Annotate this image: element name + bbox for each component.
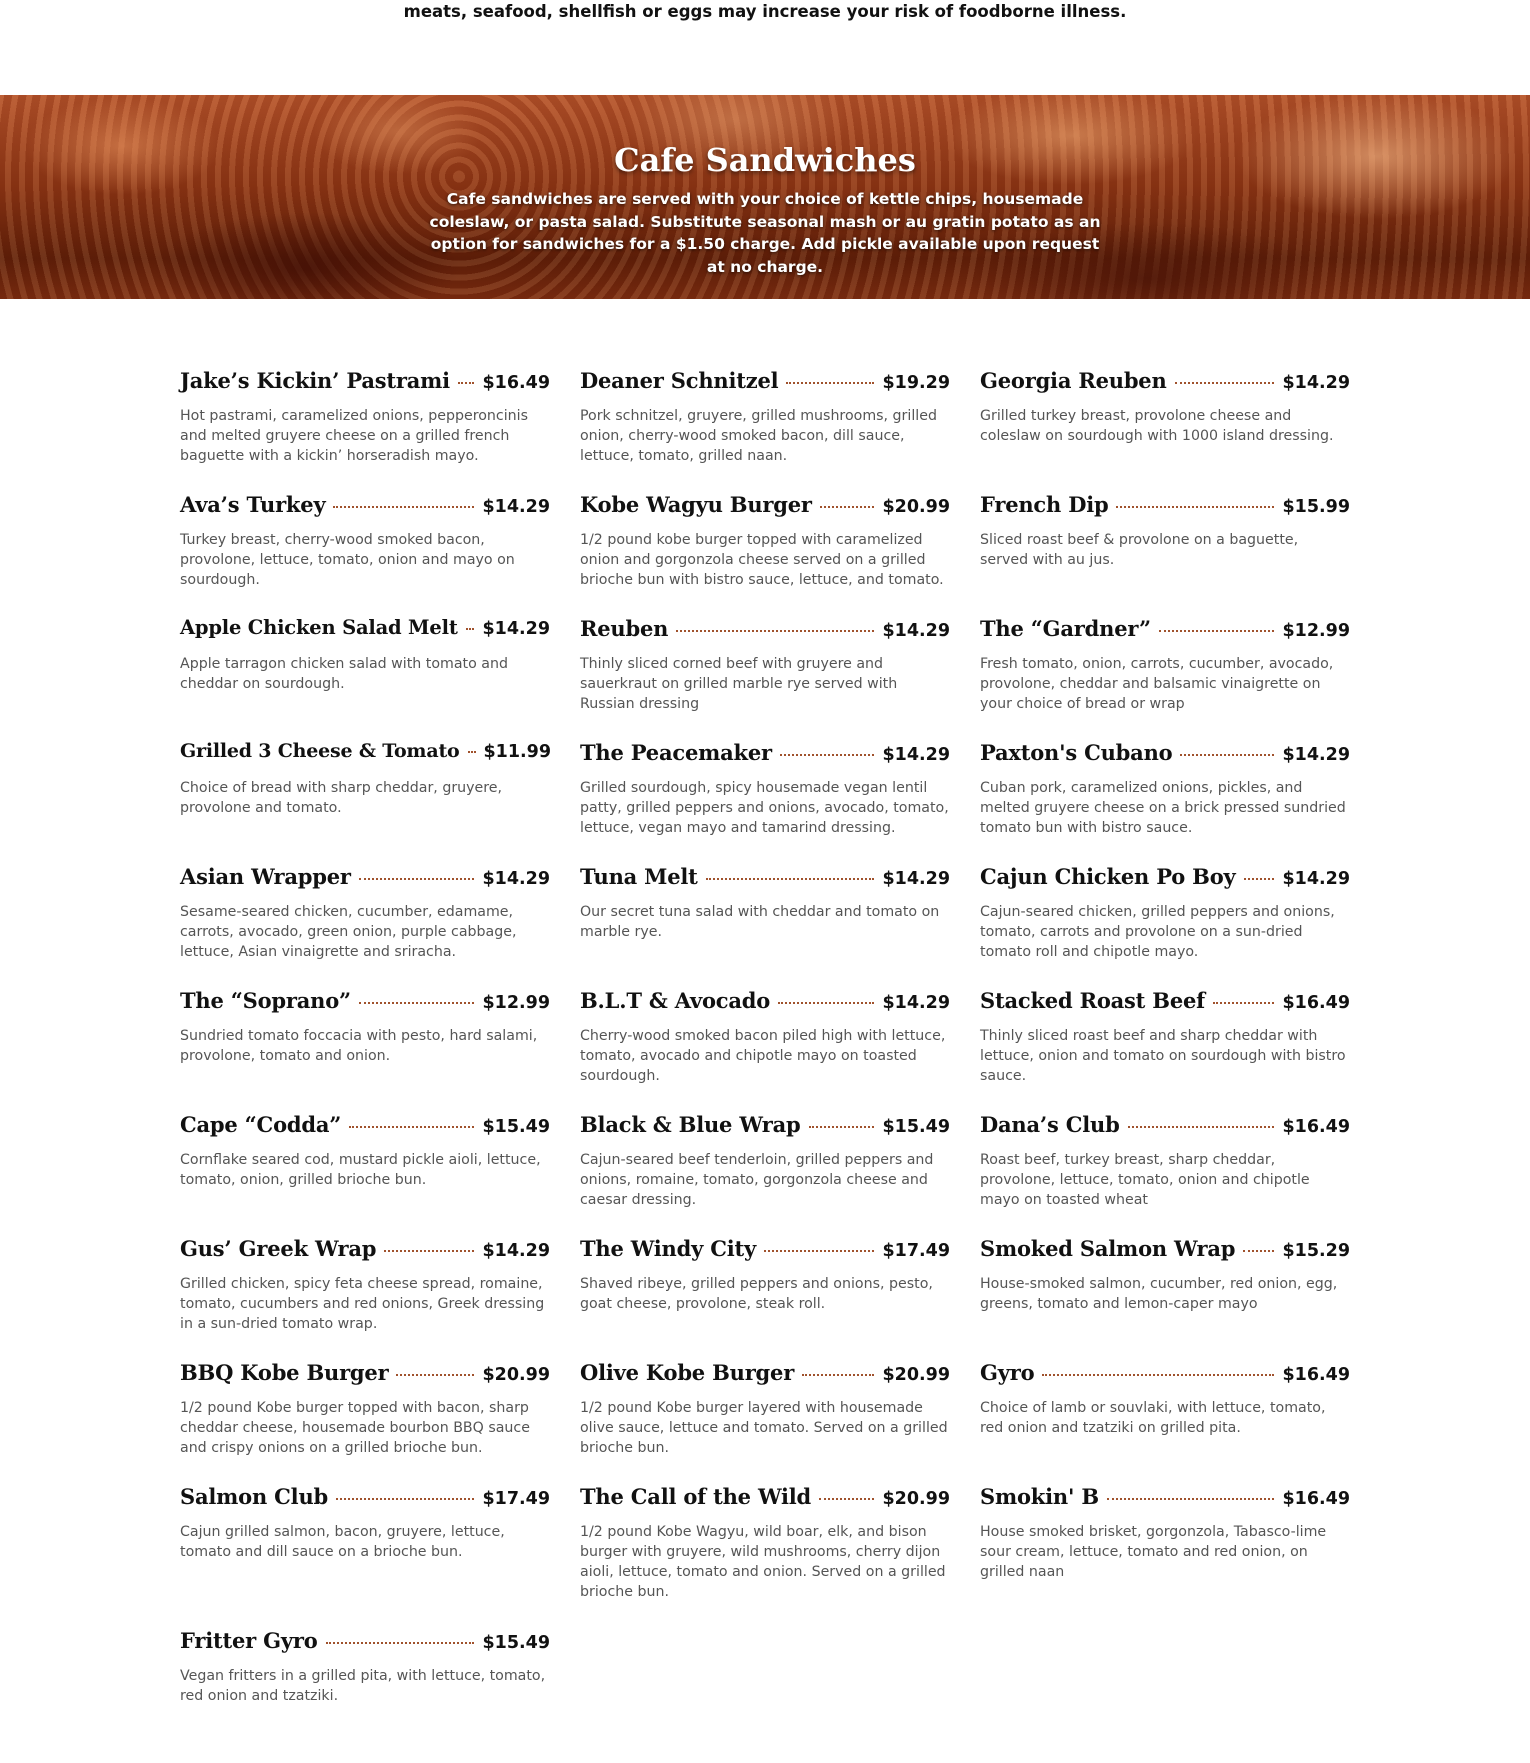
item-name: French Dip [980,492,1109,517]
item-price: $15.99 [1282,497,1350,517]
item-price: $14.29 [482,869,550,889]
item-name: The “Gardner” [980,616,1151,641]
item-description: Hot pastrami, caramelized onions, pepperoncinis and melted gruyere cheese on a grilled french baguette with a kickin’ horseradish mayo. [180,408,528,464]
item-price: $14.29 [882,869,950,889]
item-price: $15.49 [482,1633,550,1653]
item-price: $14.29 [482,619,550,639]
item-name: Jake’s Kickin’ Pastrami [180,368,450,393]
section-description: Cafe sandwiches are served with your choice of kettle chips, housemade coleslaw, or pasta salad. Substitute seasonal mash or au gratin potato as an option for sandwiches for a $1.50 charge. Add pickle available upon request at no charge. [429,190,1101,276]
item-name: BBQ Kobe Burger [180,1360,389,1385]
item-price: $14.29 [482,497,550,517]
menu-item [180,988,550,1112]
item-description: Vegan fritters in a grilled pita, with lettuce, tomato, red onion and tzatziki. [180,1668,546,1704]
dot-leader [1244,877,1275,880]
menu-item [180,1628,550,1732]
item-description: 1/2 pound Kobe burger topped with bacon, sharp cheddar cheese, housemade bourbon BBQ sauce and crispy onions on a grilled brioche bun. [180,1400,530,1456]
item-price: $15.49 [882,1117,950,1137]
item-price: $15.29 [1282,1241,1350,1261]
item-name: Paxton's Cubano [980,740,1173,765]
dot-leader [676,629,874,632]
item-description: Cuban pork, caramelized onions, pickles, and melted gruyere cheese on a brick pressed sundried tomato bun with bistro sauce. [980,780,1346,836]
item-price: $14.29 [882,745,950,765]
item-description: Thinly sliced roast beef and sharp cheddar with lettuce, onion and tomato on sourdough with bistro sauce. [980,1028,1346,1084]
menu-item [580,864,950,988]
menu-item [580,988,950,1112]
item-price: $20.99 [882,1489,950,1509]
item-name: The Windy City [580,1236,757,1261]
item-name: Cajun Chicken Po Boy [980,864,1236,889]
item-description: 1/2 pound kobe burger topped with caramelized onion and gorgonzola cheese served on a grilled brioche bun with bistro sauce, lettuce, and tomato. [580,532,944,588]
dot-leader [466,627,475,630]
dot-leader [458,381,475,384]
item-price: $16.49 [482,373,550,393]
item-description: Grilled turkey breast, provolone cheese and coleslaw on sourdough with 1000 island dressing. [980,408,1334,444]
menu-item [980,1236,1350,1360]
item-description: House smoked brisket, gorgonzola, Tabasco-lime sour cream, lettuce, tomato and red onion, on grilled naan [980,1524,1327,1580]
dot-leader [820,505,875,508]
item-price: $12.99 [1282,621,1350,641]
dot-leader [468,750,476,753]
item-name: Olive Kobe Burger [580,1360,795,1385]
item-name: The Call of the Wild [580,1484,811,1509]
menu-grid [180,368,1350,1732]
menu-item [980,492,1350,616]
dot-leader [819,1497,874,1500]
item-name: Smokin' B [980,1484,1099,1509]
item-price: $16.49 [1282,1365,1350,1385]
item-price: $14.29 [482,1241,550,1261]
item-price: $16.49 [1282,993,1350,1013]
dot-leader [778,1001,874,1004]
menu-item [580,1360,950,1484]
item-description: Fresh tomato, onion, carrots, cucumber, avocado, provolone, cheddar and balsamic vinaigrette on your choice of bread or wrap [980,656,1334,712]
menu-item [580,1112,950,1236]
menu-item [180,1360,550,1484]
item-name: Salmon Club [180,1484,328,1509]
item-description: Sundried tomato foccacia with pesto, hard salami, provolone, tomato and onion. [180,1028,538,1064]
item-price: $16.49 [1282,1117,1350,1137]
item-name: Smoked Salmon Wrap [980,1236,1236,1261]
item-description: Grilled sourdough, spicy housemade vegan lentil patty, grilled peppers and onions, avocado, tomato, lettuce, vegan mayo and tamarind dressing. [580,780,949,836]
menu-item [580,616,950,740]
hero-banner [0,95,1530,299]
menu-item [180,368,550,492]
item-price: $20.99 [882,497,950,517]
dot-leader [396,1373,474,1376]
menu-item [180,864,550,988]
item-price: $15.49 [482,1117,550,1137]
item-name: Dana’s Club [980,1112,1120,1137]
menu-item [980,740,1350,864]
item-price: $14.29 [882,993,950,1013]
dot-leader [1042,1373,1274,1376]
dot-leader [384,1249,474,1252]
dot-leader [1116,505,1274,508]
item-description: Cajun-seared beef tenderloin, grilled peppers and onions, romaine, tomato, gorgonzola cheese and caesar dressing. [580,1152,934,1208]
item-price: $19.29 [882,373,950,393]
item-name: Apple Chicken Salad Melt [180,616,458,639]
item-name: Gus’ Greek Wrap [180,1236,377,1261]
menu-item [580,492,950,616]
item-name: Stacked Roast Beef [980,988,1205,1013]
dot-leader [786,381,874,384]
dot-leader [1180,753,1274,756]
item-name: Tuna Melt [580,864,698,889]
menu-item [180,1236,550,1360]
menu-item [580,1236,950,1360]
item-price: $14.29 [1282,745,1350,765]
item-description: 1/2 pound Kobe Wagyu, wild boar, elk, and bison burger with gruyere, wild mushrooms, cherry dijon aioli, lettuce, tomato and onion. Served on a grilled brioche bun. [580,1524,946,1600]
item-name: The “Soprano” [180,988,351,1013]
dot-leader [349,1125,474,1128]
menu-item [980,1484,1350,1608]
dot-leader [359,877,475,880]
dot-leader [706,877,875,880]
dot-leader [780,753,875,756]
item-price: $20.99 [482,1365,550,1385]
item-price: $11.99 [483,742,552,762]
item-price: $14.29 [1282,373,1350,393]
item-price: $14.29 [882,621,950,641]
dot-leader [809,1125,875,1128]
dot-leader [359,1001,475,1004]
menu-item [180,616,550,740]
item-name: Gyro [980,1360,1035,1385]
menu-item [580,1484,950,1608]
menu-item [180,1484,550,1608]
item-description: Apple tarragon chicken salad with tomato and cheddar on sourdough. [180,656,508,692]
item-description: House-smoked salmon, cucumber, red onion, egg, greens, tomato and lemon-caper mayo [980,1276,1338,1312]
item-name: Fritter Gyro [180,1628,318,1653]
menu-item [180,492,550,616]
menu-item [980,368,1350,492]
menu-item [580,740,950,864]
dot-leader [1243,1249,1274,1252]
item-price: $20.99 [882,1365,950,1385]
dot-leader [1213,1001,1274,1004]
disclaimer-text: meats, seafood, shellfish or eggs may increase your risk of foodborne illness. [403,2,1127,21]
item-name: Reuben [580,616,669,641]
menu-item [980,864,1350,988]
item-description: Cherry-wood smoked bacon piled high with lettuce, tomato, avocado and chipotle mayo on toasted sourdough. [580,1028,946,1084]
item-price: $16.49 [1282,1489,1350,1509]
dot-leader [1175,381,1275,384]
menu-item [980,1360,1350,1484]
item-name: Kobe Wagyu Burger [580,492,812,517]
menu-item [980,1112,1350,1236]
item-description: Roast beef, turkey breast, sharp cheddar, provolone, lettuce, tomato, onion and chipotle mayo on toasted wheat [980,1152,1310,1208]
dot-leader [1107,1497,1275,1500]
item-description: Shaved ribeye, grilled peppers and onions, pesto, goat cheese, provolone, steak roll. [580,1276,933,1312]
dot-leader [1159,629,1275,632]
item-price: $17.49 [482,1489,550,1509]
item-description: 1/2 pound Kobe burger layered with housemade olive sauce, lettuce and tomato. Served on a grilled brioche bun. [580,1400,948,1456]
dot-leader [802,1373,874,1376]
item-description: Grilled chicken, spicy feta cheese spread, romaine, tomato, cucumbers and red onions, Greek dressing in a sun-dried tomato wrap. [180,1276,545,1332]
item-name: The Peacemaker [580,740,772,765]
item-name: B.L.T & Avocado [580,988,771,1013]
section-title: Cafe Sandwiches [614,141,916,179]
item-name: Deaner Schnitzel [580,368,779,393]
item-price: $17.49 [882,1241,950,1261]
item-description: Pork schnitzel, gruyere, grilled mushrooms, grilled onion, cherry-wood smoked bacon, dill sauce, lettuce, tomato, grilled naan. [580,408,937,464]
item-description: Sesame-seared chicken, cucumber, edamame, carrots, avocado, green onion, purple cabbage, lettuce, Asian vinaigrette and sriracha. [180,904,517,960]
menu-item [180,740,550,864]
item-name: Cape “Codda” [180,1112,342,1137]
dot-leader [326,1641,475,1644]
item-description: Thinly sliced corned beef with gruyere and sauerkraut on grilled marble rye served with Russian dressing [580,656,898,712]
item-name: Asian Wrapper [180,864,351,889]
item-description: Our secret tuna salad with cheddar and tomato on marble rye. [580,904,940,940]
dot-leader [764,1249,874,1252]
item-name: Black & Blue Wrap [580,1112,801,1137]
dot-leader [336,1497,474,1500]
item-description: Turkey breast, cherry-wood smoked bacon, provolone, lettuce, tomato, onion and mayo on sourdough. [180,532,515,588]
menu-item [580,368,950,492]
item-name: Ava’s Turkey [180,492,326,517]
item-description: Sliced roast beef & provolone on a baguette, served with au jus. [980,532,1299,568]
item-description: Choice of lamb or souvlaki, with lettuce, tomato, red onion and tzatziki on grilled pita. [980,1400,1326,1436]
item-description: Cajun-seared chicken, grilled peppers and onions, tomato, carrots and provolone on a sun-dried tomato roll and chipotle mayo. [980,904,1335,960]
menu-item [980,616,1350,740]
menu-item [980,988,1350,1112]
dot-leader [333,505,474,508]
item-price: $12.99 [482,993,550,1013]
item-name: Georgia Reuben [980,368,1167,393]
item-description: Cajun grilled salmon, bacon, gruyere, lettuce, tomato and dill sauce on a brioche bun. [180,1524,505,1560]
item-description: Cornflake seared cod, mustard pickle aioli, lettuce, tomato, onion, grilled brioche bun. [180,1152,541,1188]
menu-item [180,1112,550,1236]
dot-leader [1128,1125,1275,1128]
item-name: Grilled 3 Cheese & Tomato [180,740,460,762]
item-description: Choice of bread with sharp cheddar, gruyere, provolone and tomato. [180,780,503,816]
item-price: $14.29 [1282,869,1350,889]
